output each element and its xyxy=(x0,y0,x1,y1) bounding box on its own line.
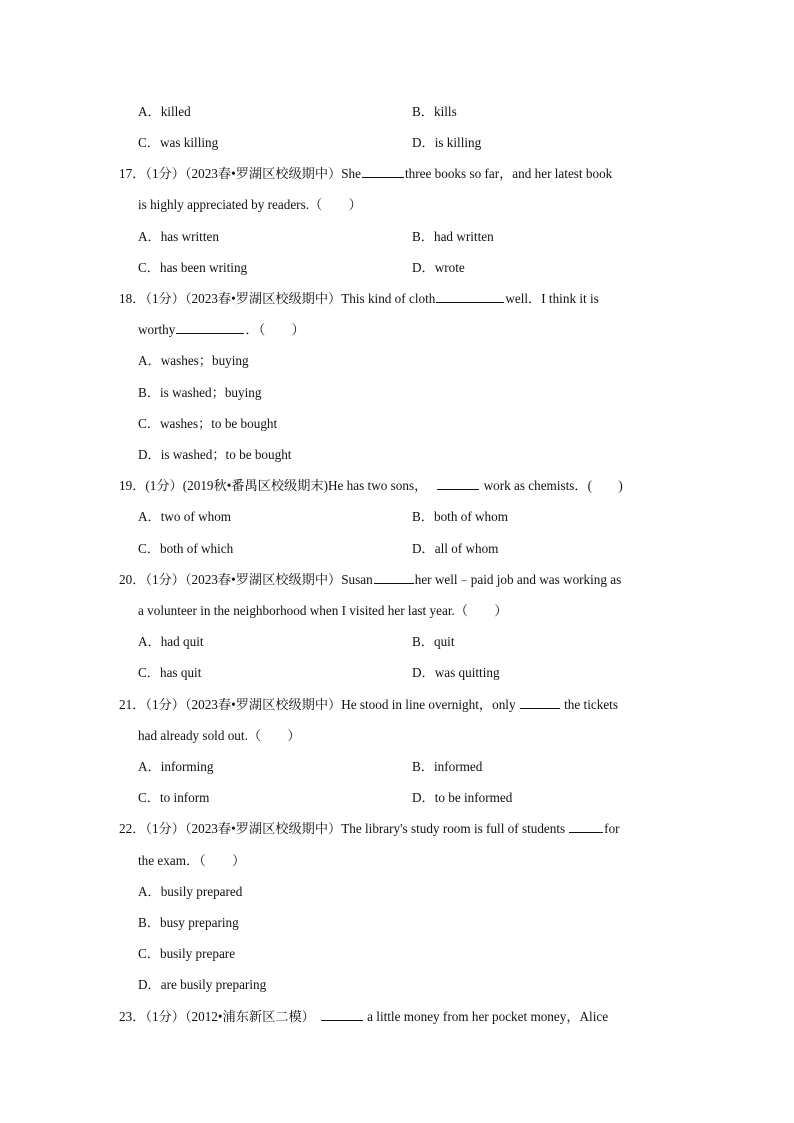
q17-stem-continued: is highly appreciated by readers.（ ） xyxy=(138,197,362,212)
q17-stem-start: 17．（1分）（2023春•罗湖区校级期中）She xyxy=(119,166,361,181)
q22-option-c: C．busily prepare xyxy=(138,946,236,961)
q18-blank-1 xyxy=(436,290,504,303)
q22-stem xyxy=(119,820,675,838)
q21-blank xyxy=(520,696,560,709)
q19-stem xyxy=(119,477,675,495)
q20-stem-start: 20．（1分）（2023春•罗湖区校级期中）Susan xyxy=(119,572,373,587)
q22-option-d: D．are busily preparing xyxy=(138,977,267,992)
q18-cont-start: worthy xyxy=(138,322,176,337)
q23-stem-end: a little money from her pocket money，Alice xyxy=(367,1009,609,1024)
q19-stem-end: work as chemists．( ) xyxy=(483,478,623,493)
q20-option-a: A．had quit xyxy=(138,634,204,649)
q17-stem-end: three books so far，and her latest book xyxy=(404,166,613,181)
q22-stem-end: for xyxy=(604,821,620,836)
q22-blank xyxy=(569,820,603,833)
q20-blank xyxy=(374,571,414,584)
q22-option-a: A．busily prepared xyxy=(138,884,243,899)
q18-blank-2 xyxy=(176,321,244,334)
q18-option-d: D．is washed；to be bought xyxy=(138,447,292,462)
q19-option-b: B．both of whom xyxy=(412,509,508,524)
q21-stem-continued: had already sold out.（ ） xyxy=(138,728,301,743)
q16-option-d: D．is killing xyxy=(412,135,482,150)
q20-option-b: B．quit xyxy=(412,634,455,649)
q19-option-d: D．all of whom xyxy=(412,541,499,556)
q19-option-c: C．both of which xyxy=(138,541,234,556)
q20-stem-end: her well﹣paid job and was working as xyxy=(414,572,622,587)
q17-option-d: D．wrote xyxy=(412,260,465,275)
q17-blank xyxy=(362,165,404,178)
q20-stem-continued: a volunteer in the neighborhood when I visited her last year.（ ） xyxy=(138,603,508,618)
q19-option-a: A．two of whom xyxy=(138,509,232,524)
q21-option-c: C．to inform xyxy=(138,790,210,805)
q23-blank xyxy=(321,1008,363,1021)
q21-stem-start: 21．（1分）（2023春•罗湖区校级期中）He stood in line overnight，only xyxy=(119,697,516,712)
q18-stem-start: 18．（1分）（2023春•罗湖区校级期中）This kind of cloth xyxy=(119,291,436,306)
q19-blank xyxy=(437,477,479,490)
q21-option-b: B．informed xyxy=(412,759,483,774)
q18-stem-end: well．I think it is xyxy=(505,291,599,306)
q22-stem-continued: the exam．（ ） xyxy=(138,853,246,868)
q18-option-c: C．washes；to be bought xyxy=(138,416,278,431)
q20-stem xyxy=(119,571,675,589)
q18-option-a: A．washes；buying xyxy=(138,353,249,368)
q21-option-a: A．informing xyxy=(138,759,214,774)
q19-stem-start: 19．(1分）(2019秋•番禺区校级期末)He has two sons， xyxy=(119,478,428,493)
q17-option-c: C．has been writing xyxy=(138,260,248,275)
q21-stem xyxy=(119,696,675,714)
q20-option-c: C．has quit xyxy=(138,665,202,680)
q22-stem-start: 22．（1分）（2023春•罗湖区校级期中）The library's study room is full of students xyxy=(119,821,566,836)
q20-option-d: D．was quitting xyxy=(412,665,500,680)
q17-stem xyxy=(119,165,675,183)
q17-option-a: A．has written xyxy=(138,229,219,244)
q17-option-b: B．had written xyxy=(412,229,494,244)
q18-stem xyxy=(119,290,675,308)
q18-cont-end: ．（ ） xyxy=(245,322,305,337)
q16-option-b: B．kills xyxy=(412,104,457,119)
q16-option-a: A．killed xyxy=(138,104,191,119)
q23-stem-start: 23．（1分）（2012•浦东新区二模） xyxy=(119,1009,315,1024)
q18-stem-continued xyxy=(138,321,305,339)
q23-stem xyxy=(119,1008,675,1026)
q21-option-d: D．to be informed xyxy=(412,790,513,805)
q21-stem-end: the tickets xyxy=(564,697,618,712)
q16-option-c: C．was killing xyxy=(138,135,219,150)
q22-option-b: B．busy preparing xyxy=(138,915,239,930)
q18-option-b: B．is washed；buying xyxy=(138,385,262,400)
